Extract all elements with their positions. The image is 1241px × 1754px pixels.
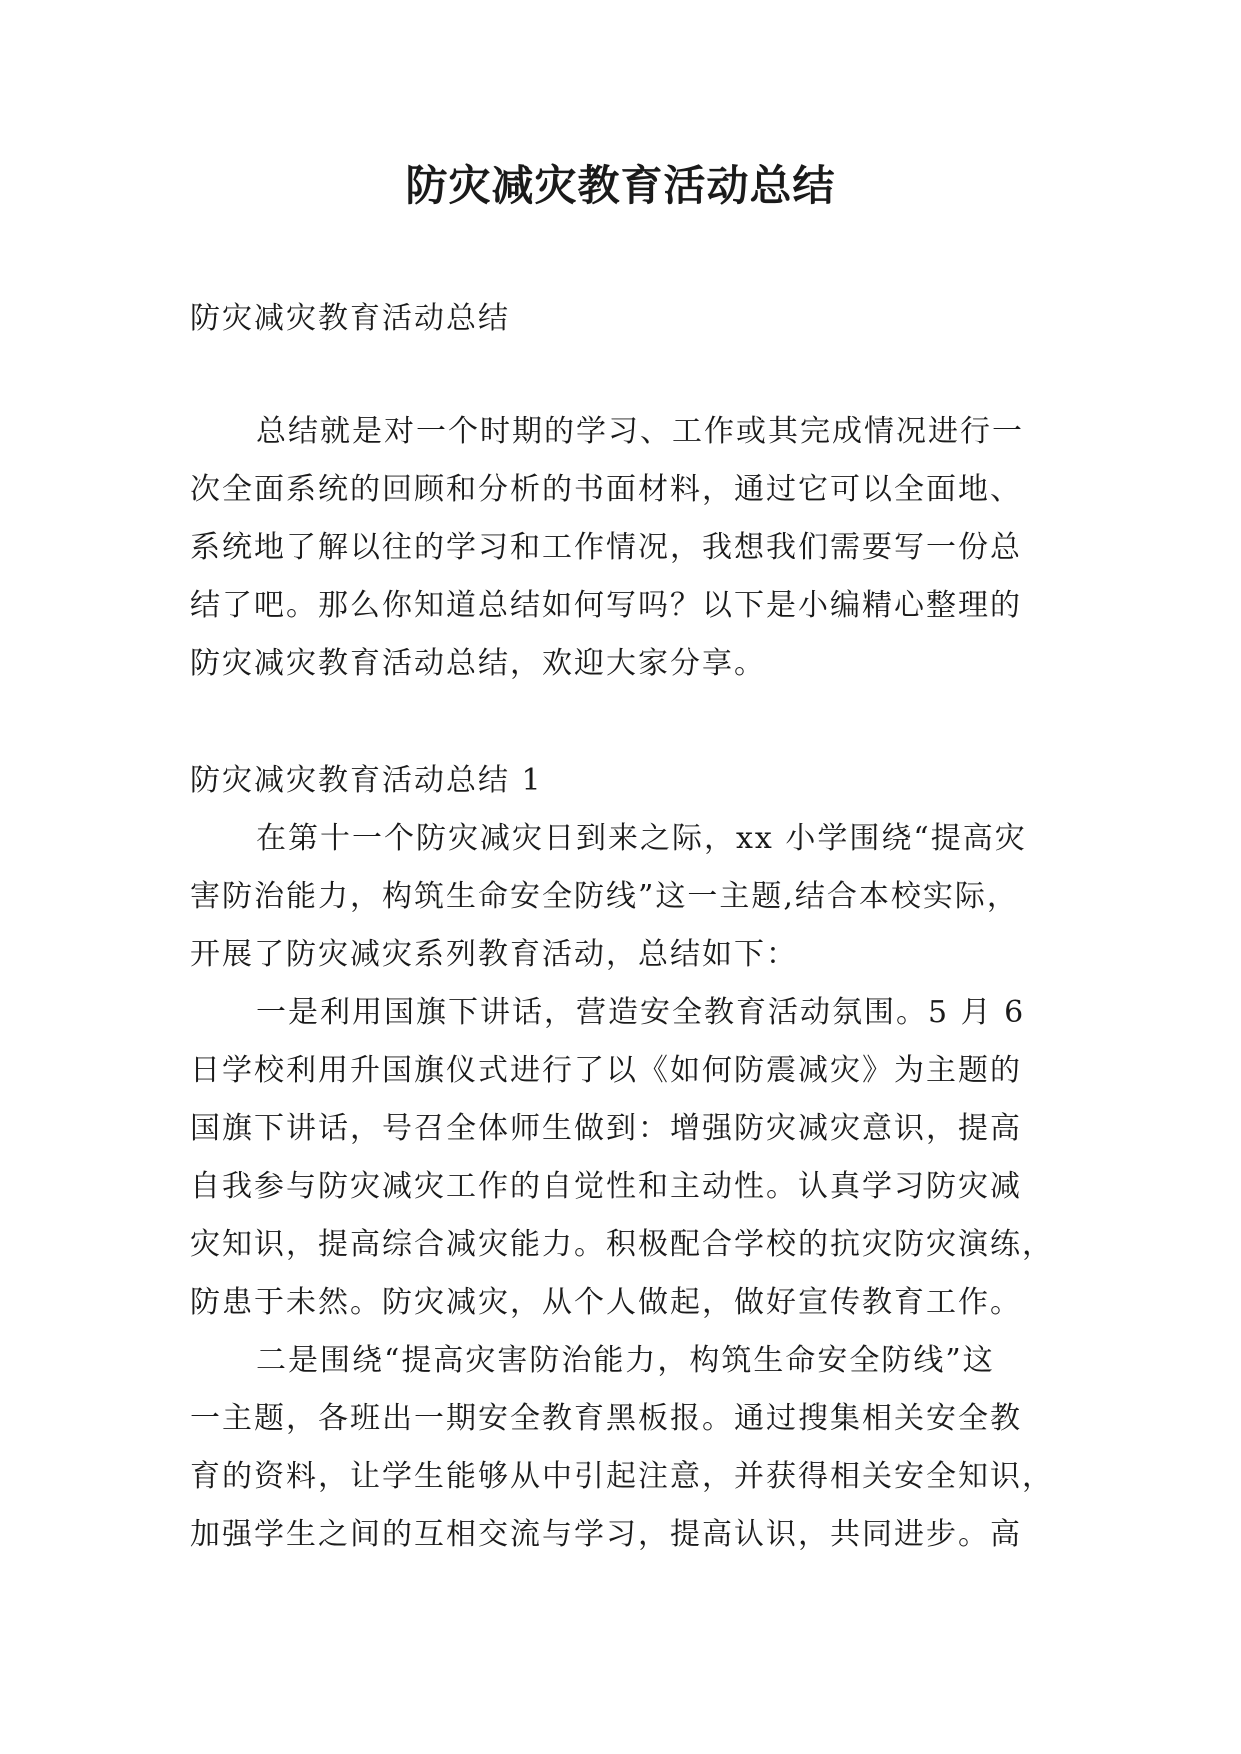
document-title: 防灾减灾教育活动总结	[405, 161, 836, 210]
body-paragraph-2: 一是利用国旗下讲话，营造安全教育活动氛围。5 月 6 日学校利用升国旗仪式进行了以《如何防震减灾》为主题的 国旗下讲话，号召全体师生做到：增强防灾减灾意识，提高 自我参与防灾减灾工作的自觉性和主动性。认真学习防灾减 灾知识，提高综合减灾能力。积极配合学校的抗灾防灾演练， 防患于未然。防灾减灾，从个人做起，做好宣传教育工作。	[190, 995, 1054, 1320]
section-heading: 防灾减灾教育活动总结 1	[190, 763, 543, 798]
intro-paragraph: 总结就是对一个时期的学习、工作或其完成情况进行一 次全面系统的回顾和分析的书面材料，通过它可以全面地、 系统地了解以往的学习和工作情况，我想我们需要写一份总 结了吧。那么你知道总结如何写吗？以下是小编精心整理的 防灾减灾教育活动总结，欢迎大家分享。	[190, 414, 1024, 681]
body-paragraph-3: 二是围绕“提高灾害防治能力，构筑生命安全防线”这 一主题，各班出一期安全教育黑板报。通过搜集相关安全教 育的资料，让学生能够从中引起注意，并获得相关安全知识， 加强学生之间的互相交流与学习，提高认识，共同进步。高	[190, 1343, 1054, 1552]
body-paragraph-1: 在第十一个防灾减灾日到来之际，xx 小学围绕“提高灾 害防治能力，构筑生命安全防线”这一主题,结合本校实际， 开展了防灾减灾系列教育活动，总结如下：	[190, 821, 1027, 972]
document-subtitle: 防灾减灾教育活动总结	[190, 301, 510, 336]
